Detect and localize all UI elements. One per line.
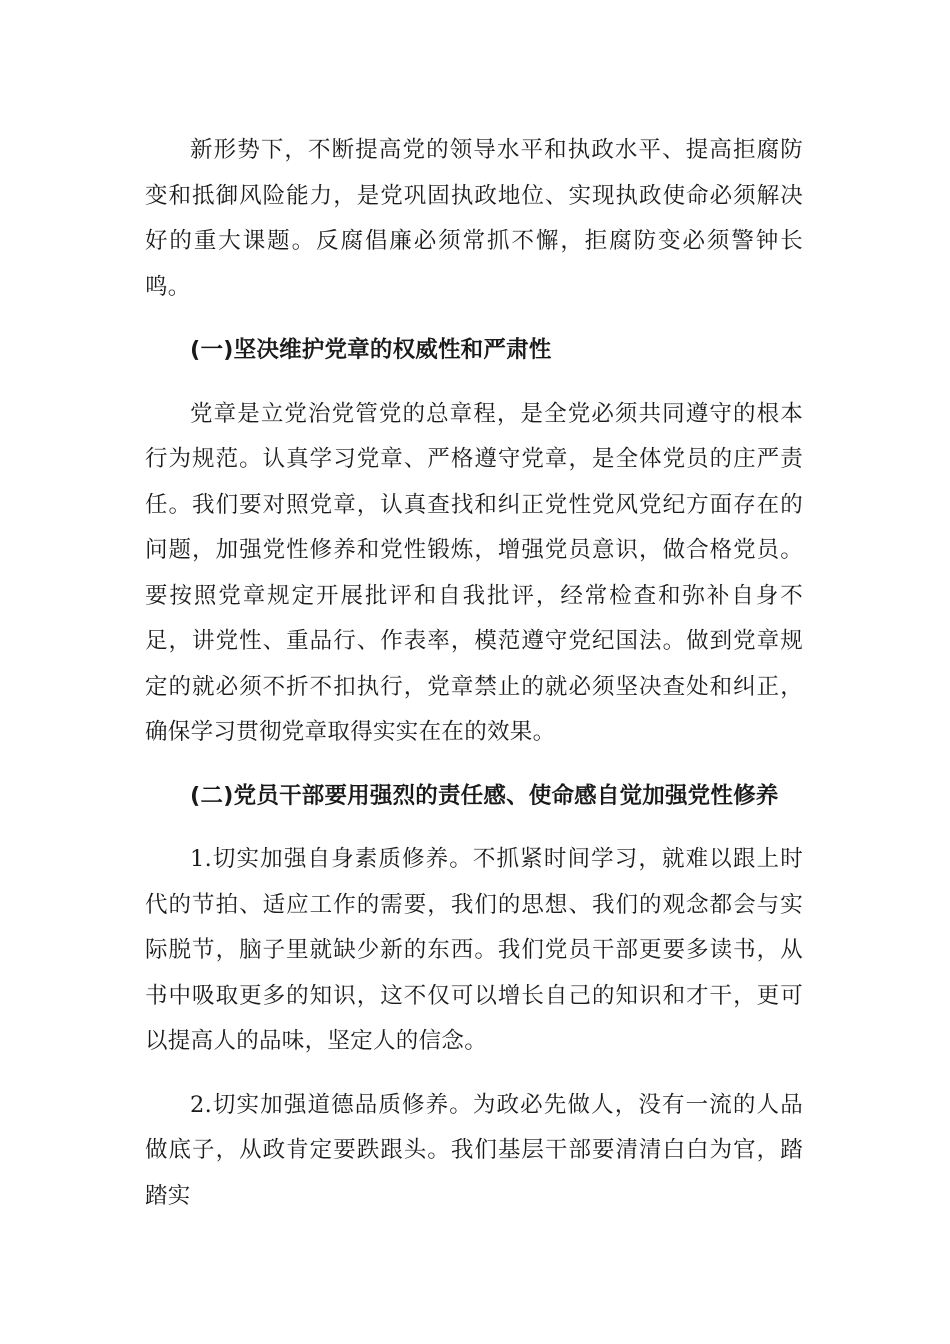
section-heading-2: (二)党员干部要用强烈的责任感、使命感自觉加强党性修养 xyxy=(190,782,779,809)
document-body xyxy=(145,128,803,1237)
paragraph-self-quality: 1.切实加强自身素质修养。不抓紧时间学习，就难以跟上时代的节拍、适应工作的需要，我们的思想、我们的观念都会与实际脱节，脑子里就缺少新的东西。我们党员干部更要多读书，从书中吸取更多的知识，这不仅可以增长自己的知识和才干，更可以提高人的品味，坚定人的信念。 xyxy=(145,846,803,1054)
paragraph-intro: 新形势下，不断提高党的领导水平和执政水平、提高拒腐防变和抵御风险能力，是党巩固执政地位、实现执政使命必须解决好的重大课题。反腐倡廉必须常抓不懈，拒腐防变必须警钟长鸣。 xyxy=(145,137,803,300)
paragraph-party-constitution: 党章是立党治党管党的总章程，是全党必须共同遵守的根本行为规范。认真学习党章、严格遵守党章，是全体党员的庄严责任。我们要对照党章，认真查找和纠正党性党风党纪方面存在的问题，加强党性修养和党性锻炼，增强党员意识，做合格党员。要按照党章规定开展批评和自我批评，经常检查和弥补自身不足，讲党性、重品行、作表率，模范遵守党纪国法。做到党章规定的就必须不折不扣执行，党章禁止的就必须坚决查处和纠正，确保学习贯彻党章取得实实在在的效果。 xyxy=(145,400,803,745)
paragraph-moral-quality: 2.切实加强道德品质修养。为政必先做人，没有一流的人品做底子，从政肯定要跌跟头。我们基层干部要清清白白为官，踏踏实 xyxy=(145,1091,803,1209)
section-heading-1: (一)坚决维护党章的权威性和严肃性 xyxy=(190,337,552,363)
